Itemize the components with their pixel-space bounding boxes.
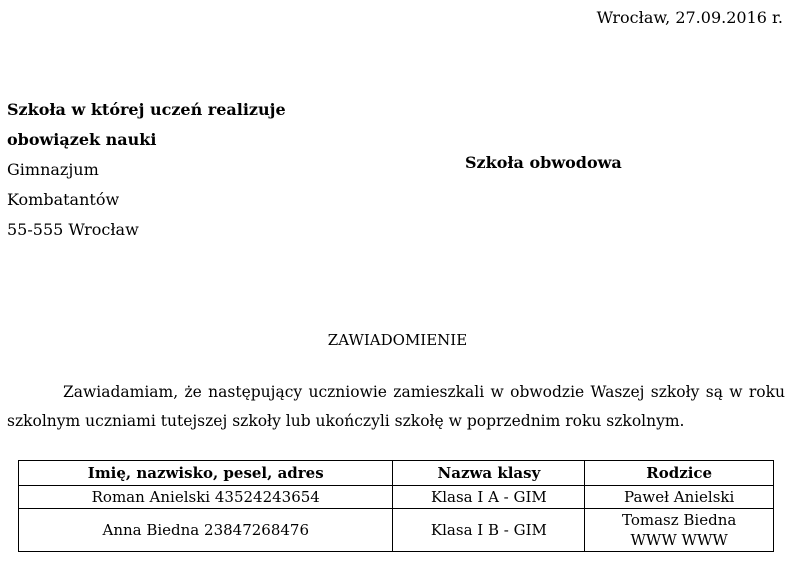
table-row xyxy=(19,509,774,552)
recipient-heading: Szkoła obwodowa xyxy=(465,153,622,172)
sender-street: Kombatantów xyxy=(7,190,120,209)
parent-name-line1: Paweł Anielski xyxy=(624,488,735,506)
sender-heading-line1: Szkoła w której uczeń realizuje xyxy=(7,100,286,119)
place-date: Wrocław, 27.09.2016 r. xyxy=(596,8,783,27)
class-cell: Klasa I B - GIM xyxy=(393,509,585,552)
parent-name-line1: Tomasz Biedna xyxy=(622,511,737,529)
column-header-parents: Rodzice xyxy=(585,461,774,486)
class-cell: Klasa I A - GIM xyxy=(393,486,585,509)
table-header-row xyxy=(19,461,774,486)
students-table xyxy=(18,460,774,552)
document-body: Zawiadamiam, że następujący uczniowie zamieszkali w obwodzie Waszej szkoły są w roku szkolnym uczniami tutejszej szkoły lub ukończyli szkołę w poprzednim roku szkolnym. xyxy=(7,383,785,430)
column-header-class: Nazwa klasy xyxy=(393,461,585,486)
parents-cell xyxy=(585,486,774,509)
table-row xyxy=(19,486,774,509)
document-title: ZAWIADOMIENIE xyxy=(327,331,468,349)
parent-name-line2: WWW WWW xyxy=(630,531,728,549)
column-header-student: Imię, nazwisko, pesel, adres xyxy=(19,461,393,486)
sender-city: 55-555 Wrocław xyxy=(7,220,139,239)
sender-heading-line2: obowiązek nauki xyxy=(7,130,157,149)
student-cell: Anna Biedna 23847268476 xyxy=(19,509,393,552)
student-cell: Roman Anielski 43524243654 xyxy=(19,486,393,509)
parents-cell xyxy=(585,509,774,552)
sender-block xyxy=(7,95,286,245)
sender-school-name: Gimnazjum xyxy=(7,160,99,179)
